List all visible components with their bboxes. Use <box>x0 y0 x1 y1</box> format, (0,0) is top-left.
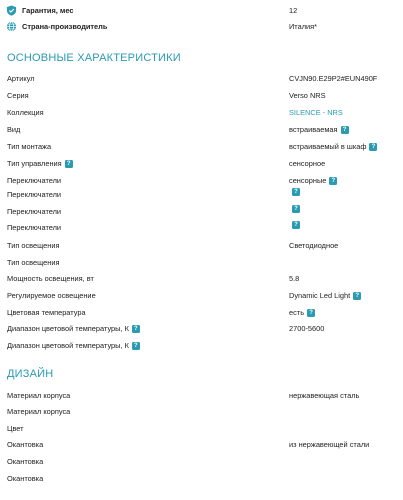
spec-row <box>0 455 403 469</box>
spec-value-wrap <box>289 142 377 151</box>
spec-label: Цветовая температура <box>7 308 86 317</box>
spec-row <box>0 405 403 419</box>
spec-value: сенсорные <box>289 176 327 185</box>
spec-label: Окантовка <box>7 440 44 449</box>
spec-label: Серия <box>7 91 29 100</box>
spec-row <box>0 438 403 452</box>
spec-label: Диапазон цветовой температуры, К <box>7 324 129 333</box>
spec-label: Переключатели <box>7 223 62 232</box>
spec-value: 2700-5600 <box>289 324 325 333</box>
collection-link[interactable]: SILENCE - NRS <box>289 108 343 117</box>
spec-value: 5.8 <box>289 274 300 283</box>
spec-value: встраиваемый в шкаф <box>289 142 367 151</box>
spec-row <box>0 306 403 320</box>
spec-value: 12 <box>289 6 298 15</box>
spec-value-wrap <box>289 125 349 134</box>
spec-label-wrap <box>7 324 140 333</box>
spec-row <box>0 272 403 286</box>
spec-label: Тип управления <box>7 159 62 168</box>
spec-label: Переключатели <box>7 176 62 185</box>
help-icon[interactable]: ? <box>65 160 73 168</box>
spec-value-wrap <box>292 187 300 196</box>
spec-row-warranty <box>0 4 403 18</box>
spec-value-wrap <box>289 291 361 300</box>
spec-row <box>0 322 403 336</box>
spec-row <box>0 140 403 154</box>
spec-row <box>0 174 403 188</box>
spec-value-wrap <box>292 204 300 213</box>
spec-value-wrap <box>292 220 300 229</box>
help-icon[interactable]: ? <box>292 188 300 196</box>
spec-label: Материал корпуса <box>7 407 71 416</box>
spec-value: из нержавеющей стали <box>289 440 370 449</box>
spec-label: Окантовка <box>7 474 44 483</box>
spec-value: Италия* <box>289 22 318 31</box>
help-icon[interactable]: ? <box>292 205 300 213</box>
help-icon[interactable]: ? <box>341 126 349 134</box>
spec-label: Коллекция <box>7 108 44 117</box>
spec-row <box>0 256 403 270</box>
help-icon[interactable]: ? <box>353 292 361 300</box>
spec-label-wrap <box>7 341 140 350</box>
spec-row <box>0 106 403 120</box>
help-icon[interactable]: ? <box>132 325 140 333</box>
spec-label: Гарантия, мес <box>22 6 74 15</box>
spec-row <box>0 472 403 486</box>
help-icon[interactable]: ? <box>369 143 377 151</box>
spec-value: CVJN90.E29P2#EUN490F <box>289 74 378 83</box>
spec-value: есть <box>289 308 305 317</box>
spec-label: Диапазон цветовой температуры, К <box>7 341 129 350</box>
globe-icon <box>6 21 17 32</box>
spec-row <box>0 239 403 253</box>
spec-label: Тип освещения <box>7 258 60 267</box>
spec-value: нержавеющая сталь <box>289 391 360 400</box>
spec-row <box>0 389 403 403</box>
help-icon[interactable]: ? <box>292 221 300 229</box>
spec-row <box>0 157 403 171</box>
spec-value: Dynamic Led Light <box>289 291 351 300</box>
spec-label: Вид <box>7 125 21 134</box>
spec-label: Тип монтажа <box>7 142 52 151</box>
spec-label: Тип освещения <box>7 241 60 250</box>
section-title-main: ОСНОВНЫЕ ХАРАКТЕРИСТИКИ <box>7 52 181 64</box>
shield-check-icon <box>6 5 17 16</box>
spec-label-wrap <box>7 159 73 168</box>
section-title-design: ДИЗАЙН <box>7 368 54 380</box>
spec-label: Мощность освещения, вт <box>7 274 94 283</box>
spec-row <box>0 289 403 303</box>
spec-label: Переключатели <box>7 190 62 199</box>
spec-value-wrap <box>289 176 337 185</box>
spec-value: встраиваемая <box>289 125 338 134</box>
spec-row <box>0 123 403 137</box>
spec-label: Регулируемое освещение <box>7 291 96 300</box>
spec-label: Материал корпуса <box>7 391 71 400</box>
spec-label: Страна-производитель <box>22 22 108 31</box>
spec-label: Окантовка <box>7 457 44 466</box>
spec-value: Verso NRS <box>289 91 326 100</box>
spec-row <box>0 339 403 353</box>
spec-label: Цвет <box>7 424 24 433</box>
spec-row <box>0 89 403 103</box>
spec-row <box>0 188 403 202</box>
spec-row <box>0 221 403 235</box>
spec-row <box>0 205 403 219</box>
spec-value: Светодиодное <box>289 241 339 250</box>
help-icon[interactable]: ? <box>132 342 140 350</box>
spec-label: Переключатели <box>7 207 62 216</box>
spec-row-country <box>0 20 403 34</box>
spec-row <box>0 422 403 436</box>
spec-row <box>0 72 403 86</box>
spec-value-wrap <box>289 308 315 317</box>
help-icon[interactable]: ? <box>307 309 315 317</box>
help-icon[interactable]: ? <box>329 177 337 185</box>
spec-label: Артикул <box>7 74 35 83</box>
spec-value: сенсорное <box>289 159 326 168</box>
